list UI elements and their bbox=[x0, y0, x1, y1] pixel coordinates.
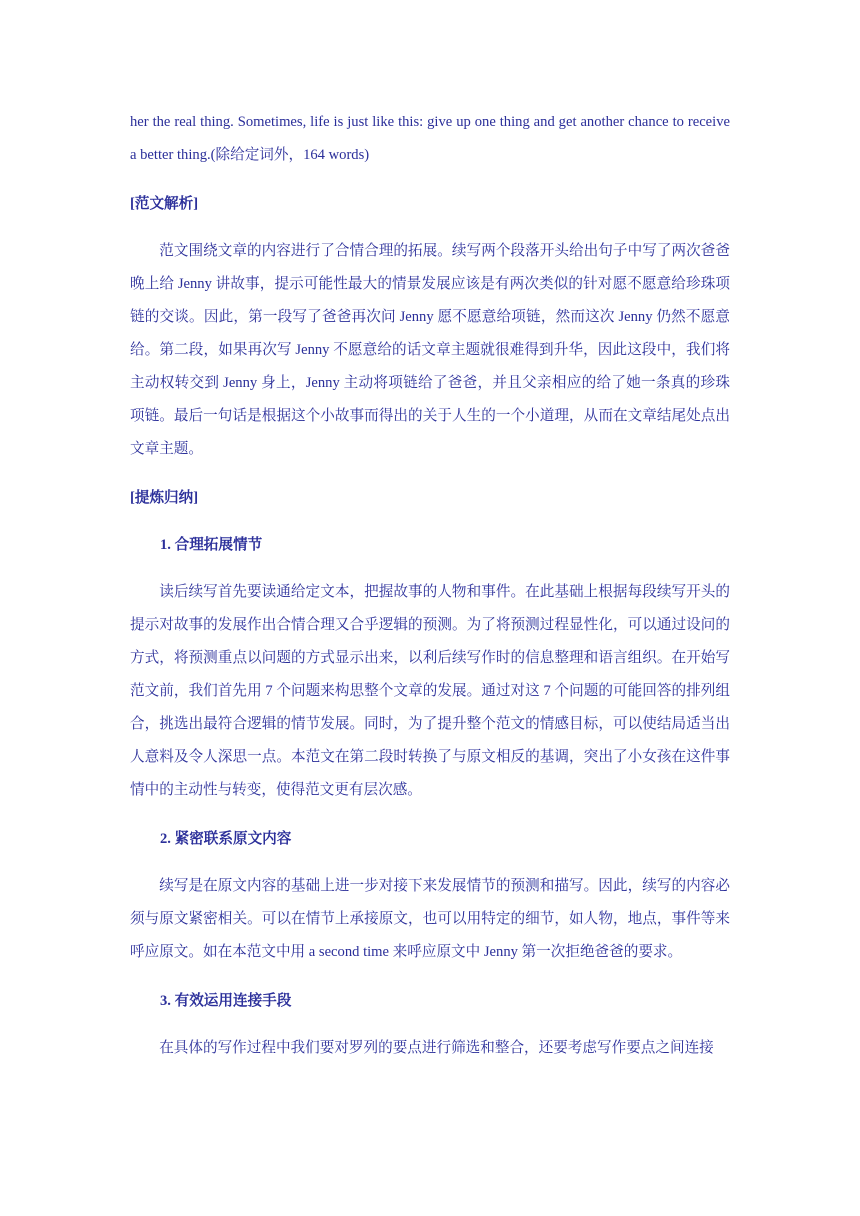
point-paragraph-2: 续写是在原文内容的基础上进一步对接下来发展情节的预测和描写。因此，续写的内容必须与原文紧密相关。可以在情节上承接原文，也可以用特定的细节，如人物，地点，事件等来呼应原文。如在本范文中用 a second time 来呼应原文中 Jenny 第一次拒绝爸爸的要求。 bbox=[130, 878, 730, 960]
point-paragraph-3: 在具体的写作过程中我们要对罗列的要点进行筛选和整合，还要考虑写作要点之间连接 bbox=[159, 1040, 714, 1056]
section-heading-summary: [提炼归纳] bbox=[130, 490, 199, 506]
point-title-1: 1. 合理拓展情节 bbox=[160, 537, 263, 553]
point-paragraph-1: 读后续写首先要读通给定文本，把握故事的人物和事件。在此基础上根据每段续写开头的提示对故事的发展作出合情合理又合乎逻辑的预测。为了将预测过程显性化，可以通过设问的方式，将预测重点以问题的方式显示出来，以利后续写作时的信息整理和语言组织。在开始写范文前，我们首先用 7 个问题来构思整个文章的发展。通过对这 7 个问题的可能回答的排列组合，挑选出最符合逻辑的情节发展。同时，为了提升整个范文的情感目标，可以使结局适当出人意料及令人深思一点。本范文在第二段时转换了与原文相反的基调，突出了小女孩在这件事情中的主动性与转变，使得范文更有层次感。 bbox=[130, 584, 730, 798]
point-title-3: 3. 有效运用连接手段 bbox=[160, 993, 292, 1009]
intro-paragraph: her the real thing. Sometimes, life is just like this: give up one thing and get another chance to receive a better thing.(除给定词外，164 words) bbox=[130, 114, 730, 163]
point-title-2: 2. 紧密联系原文内容 bbox=[160, 831, 292, 847]
document-page bbox=[130, 106, 730, 1065]
section-heading-analysis: [范文解析] bbox=[130, 196, 199, 212]
analysis-paragraph: 范文围绕文章的内容进行了合情合理的拓展。续写两个段落开头给出句子中写了两次爸爸晚上给 Jenny 讲故事，提示可能性最大的情景发展应该是有两次类似的针对愿不愿意给珍珠项链的交谈。因此，第一段写了爸爸再次问 Jenny 愿不愿意给项链，然而这次 Jenny 仍然不愿意给。第二段，如果再次写 Jenny 不愿意给的话文章主题就很难得到升华，因此这段中，我们将主动权转交到 Jenny 身上，Jenny 主动将项链给了爸爸，并且父亲相应的给了她一条真的珍珠项链。最后一句话是根据这个小故事而得出的关于人生的一个小道理，从而在文章结尾处点出文章主题。 bbox=[130, 243, 730, 457]
